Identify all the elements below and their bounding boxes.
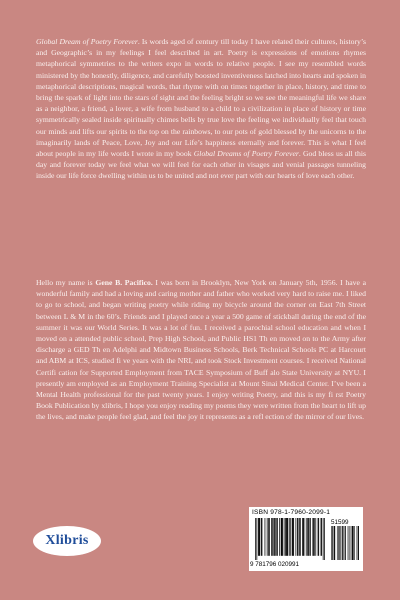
blurb-text-end: . God bless us all this day and forever today we feel what we will feel for each other in visages and venial passages tunneling inside our life force dwelling within us to be united and not ever part with our hearts of love each other. bbox=[36, 149, 366, 181]
addon-bar bbox=[354, 526, 355, 560]
barcode-bar bbox=[293, 518, 294, 556]
barcode-bar bbox=[274, 518, 275, 556]
addon-bar bbox=[352, 526, 353, 560]
barcode-bar bbox=[271, 518, 272, 556]
barcode-bar bbox=[293, 518, 294, 556]
barcode-bar bbox=[303, 518, 304, 556]
ean-digits: 9 781796 020991 bbox=[250, 561, 300, 568]
barcode-bar bbox=[297, 518, 298, 556]
isbn-number: ISBN 978-1-7960-2099-1 bbox=[252, 509, 331, 516]
barcode-bar bbox=[261, 518, 262, 556]
addon-barcode-bars bbox=[331, 526, 359, 560]
addon-bar bbox=[353, 526, 354, 560]
barcode-bar bbox=[302, 518, 303, 556]
addon-bar bbox=[339, 526, 340, 560]
logo-text: Xlibris bbox=[45, 533, 89, 548]
addon-bar bbox=[342, 526, 343, 560]
addon-bar bbox=[338, 526, 339, 560]
book-title-italic: Global Dreams of Poetry Forever bbox=[193, 149, 299, 159]
barcode-bar bbox=[262, 518, 263, 556]
barcode-bar bbox=[306, 518, 307, 556]
barcode-bar bbox=[275, 518, 276, 556]
barcode-bar bbox=[308, 518, 309, 556]
bio-text: I was born in Brooklyn, New York on January 5th, 1956. I have a wonderful family and had a loving and caring mother and father who worked very hard to raise me. I liked to go to school, and began writing poetry while riding my bicycle around the corner on East 7th Street between L & M in the 60’s. Friends and I played once a year a 500 game of stickball during the end of the summer it was our World Series. It was a lot of fun. I received a parochial school education and when I moved on a attended public school, Prep High School, and Public HS1 Th en moved on to the Army after discharge a GED Th en Adelphi and Midtown Business Schools, Berk Technical Schools PC at Harcourt and ABM at ICS, studied fi ve years with the NRI, and took Stock Investment courses. I received National Certifi cation for Supported Employment from TACE Symposium of Buff alo State University at NYU. I presently am employed as an Employment Training Specialist at Mount Sinai Medical Center. I’ve been a Mental Health professional for the past twenty years. I enjoy writing Poetry, and this is my fi rst Poetry Book Publication by xlibris, I hope you enjoy reading my poems they were written from the heart to lift up the lives, and make people feel glad, and feel the joy it represents as a refl ection of the mirror of our lives. bbox=[36, 278, 366, 422]
barcode-bar bbox=[310, 518, 311, 556]
barcode-bar bbox=[281, 518, 282, 556]
addon-bar bbox=[331, 526, 332, 560]
barcode-bar bbox=[286, 518, 287, 556]
barcode-bar bbox=[318, 518, 319, 556]
barcode-bar bbox=[265, 518, 266, 556]
ean-barcode-bars bbox=[255, 518, 325, 560]
addon-bar bbox=[358, 526, 359, 560]
addon-bar bbox=[337, 526, 338, 560]
addon-bar bbox=[358, 526, 359, 560]
barcode-bar bbox=[314, 518, 315, 556]
blurb-paragraph bbox=[36, 36, 366, 182]
barcode-bar bbox=[315, 518, 316, 556]
addon-bar bbox=[340, 526, 341, 560]
barcode-bar bbox=[318, 518, 319, 556]
barcode-bar bbox=[324, 518, 325, 560]
barcode-bar bbox=[282, 518, 283, 556]
barcode-bar bbox=[321, 518, 322, 556]
addon-bar bbox=[342, 526, 343, 560]
author-name: Gene B. Pacifico. bbox=[95, 278, 153, 287]
barcode-bar bbox=[285, 518, 286, 556]
addon-bar bbox=[351, 526, 352, 560]
barcode-bar bbox=[273, 518, 274, 556]
book-title-italic: Global Dream of Poetry Forever bbox=[36, 37, 138, 46]
barcode-bar bbox=[290, 518, 291, 556]
barcode-bar bbox=[282, 518, 283, 556]
barcode-bar bbox=[269, 518, 270, 556]
barcode-bar bbox=[258, 518, 259, 556]
addon-bar bbox=[332, 526, 333, 560]
barcode-bar bbox=[296, 518, 297, 556]
addon-bar bbox=[333, 526, 334, 560]
barcode-bar bbox=[255, 518, 256, 560]
barcode-bar bbox=[268, 518, 269, 556]
barcode-bar bbox=[259, 518, 260, 556]
addon-bar bbox=[352, 526, 353, 560]
barcode-bar bbox=[299, 518, 300, 556]
barcode-bar bbox=[289, 518, 290, 556]
barcode-bar bbox=[309, 518, 310, 556]
barcode-bar bbox=[284, 518, 285, 556]
addon-bar bbox=[348, 526, 349, 560]
barcode-bar bbox=[287, 518, 288, 556]
barcode-bar bbox=[312, 518, 313, 556]
barcode-bar bbox=[277, 518, 278, 556]
barcode-bar bbox=[276, 518, 277, 556]
barcode-bar bbox=[279, 518, 280, 556]
author-bio-paragraph bbox=[36, 277, 366, 423]
blurb-text: . Is words aged of century till today I have related their cultures, history’s and Geographic’s in my feelings I feel described in art. Poetry is expressions of emotions rhymes metaphorical symmetries to the writers expo in words to relative people. I see my resembled words ministered by the honestly, diligence, and carefully boosted inventiveness latched into hearts and spoken in metaphorical descriptions, magical words, that rhyme with on times together in place, history, and time to bring the spark of light into the stars of sight and the feeling bright so we see the meaningful life we share as a neighbor, a friend, a lover, a wife from husband to a child to a civilization in place of history or time symmetrically sealed inside spiritually chimes bells by true love the feeling we individually feel that touch our minds and lifts our spirits to the top on the rainbows, to our pots of gold blessed by the unicorns to the imaginarily lands of Peace, Love, Joy and our Life’s happiness eternally and forever. This is what I feel about people in my life words I wrote in my book bbox=[36, 37, 366, 159]
bio-intro: Hello my name is bbox=[36, 278, 96, 287]
price-code: 51599 bbox=[331, 519, 349, 526]
addon-bar bbox=[345, 526, 346, 560]
barcode-bar bbox=[307, 518, 308, 556]
barcode-bar bbox=[300, 518, 301, 556]
barcode-bar bbox=[256, 518, 257, 560]
addon-bar bbox=[334, 526, 335, 560]
barcode-bar bbox=[298, 518, 299, 556]
barcode-bar bbox=[321, 518, 322, 556]
barcode-bar bbox=[287, 518, 288, 556]
barcode-bar bbox=[259, 518, 260, 556]
barcode-bar bbox=[313, 518, 314, 556]
barcode-bar bbox=[323, 518, 324, 560]
isbn-barcode bbox=[249, 507, 363, 571]
addon-bar bbox=[345, 526, 346, 560]
barcode-bar bbox=[272, 518, 273, 556]
barcode-bar bbox=[304, 518, 305, 556]
barcode-bar bbox=[292, 518, 293, 556]
addon-bar bbox=[357, 526, 358, 560]
addon-bar bbox=[349, 526, 350, 560]
barcode-bar bbox=[267, 518, 268, 556]
xlibris-logo bbox=[33, 526, 101, 556]
addon-bar bbox=[344, 526, 345, 560]
addon-bar bbox=[335, 526, 336, 560]
